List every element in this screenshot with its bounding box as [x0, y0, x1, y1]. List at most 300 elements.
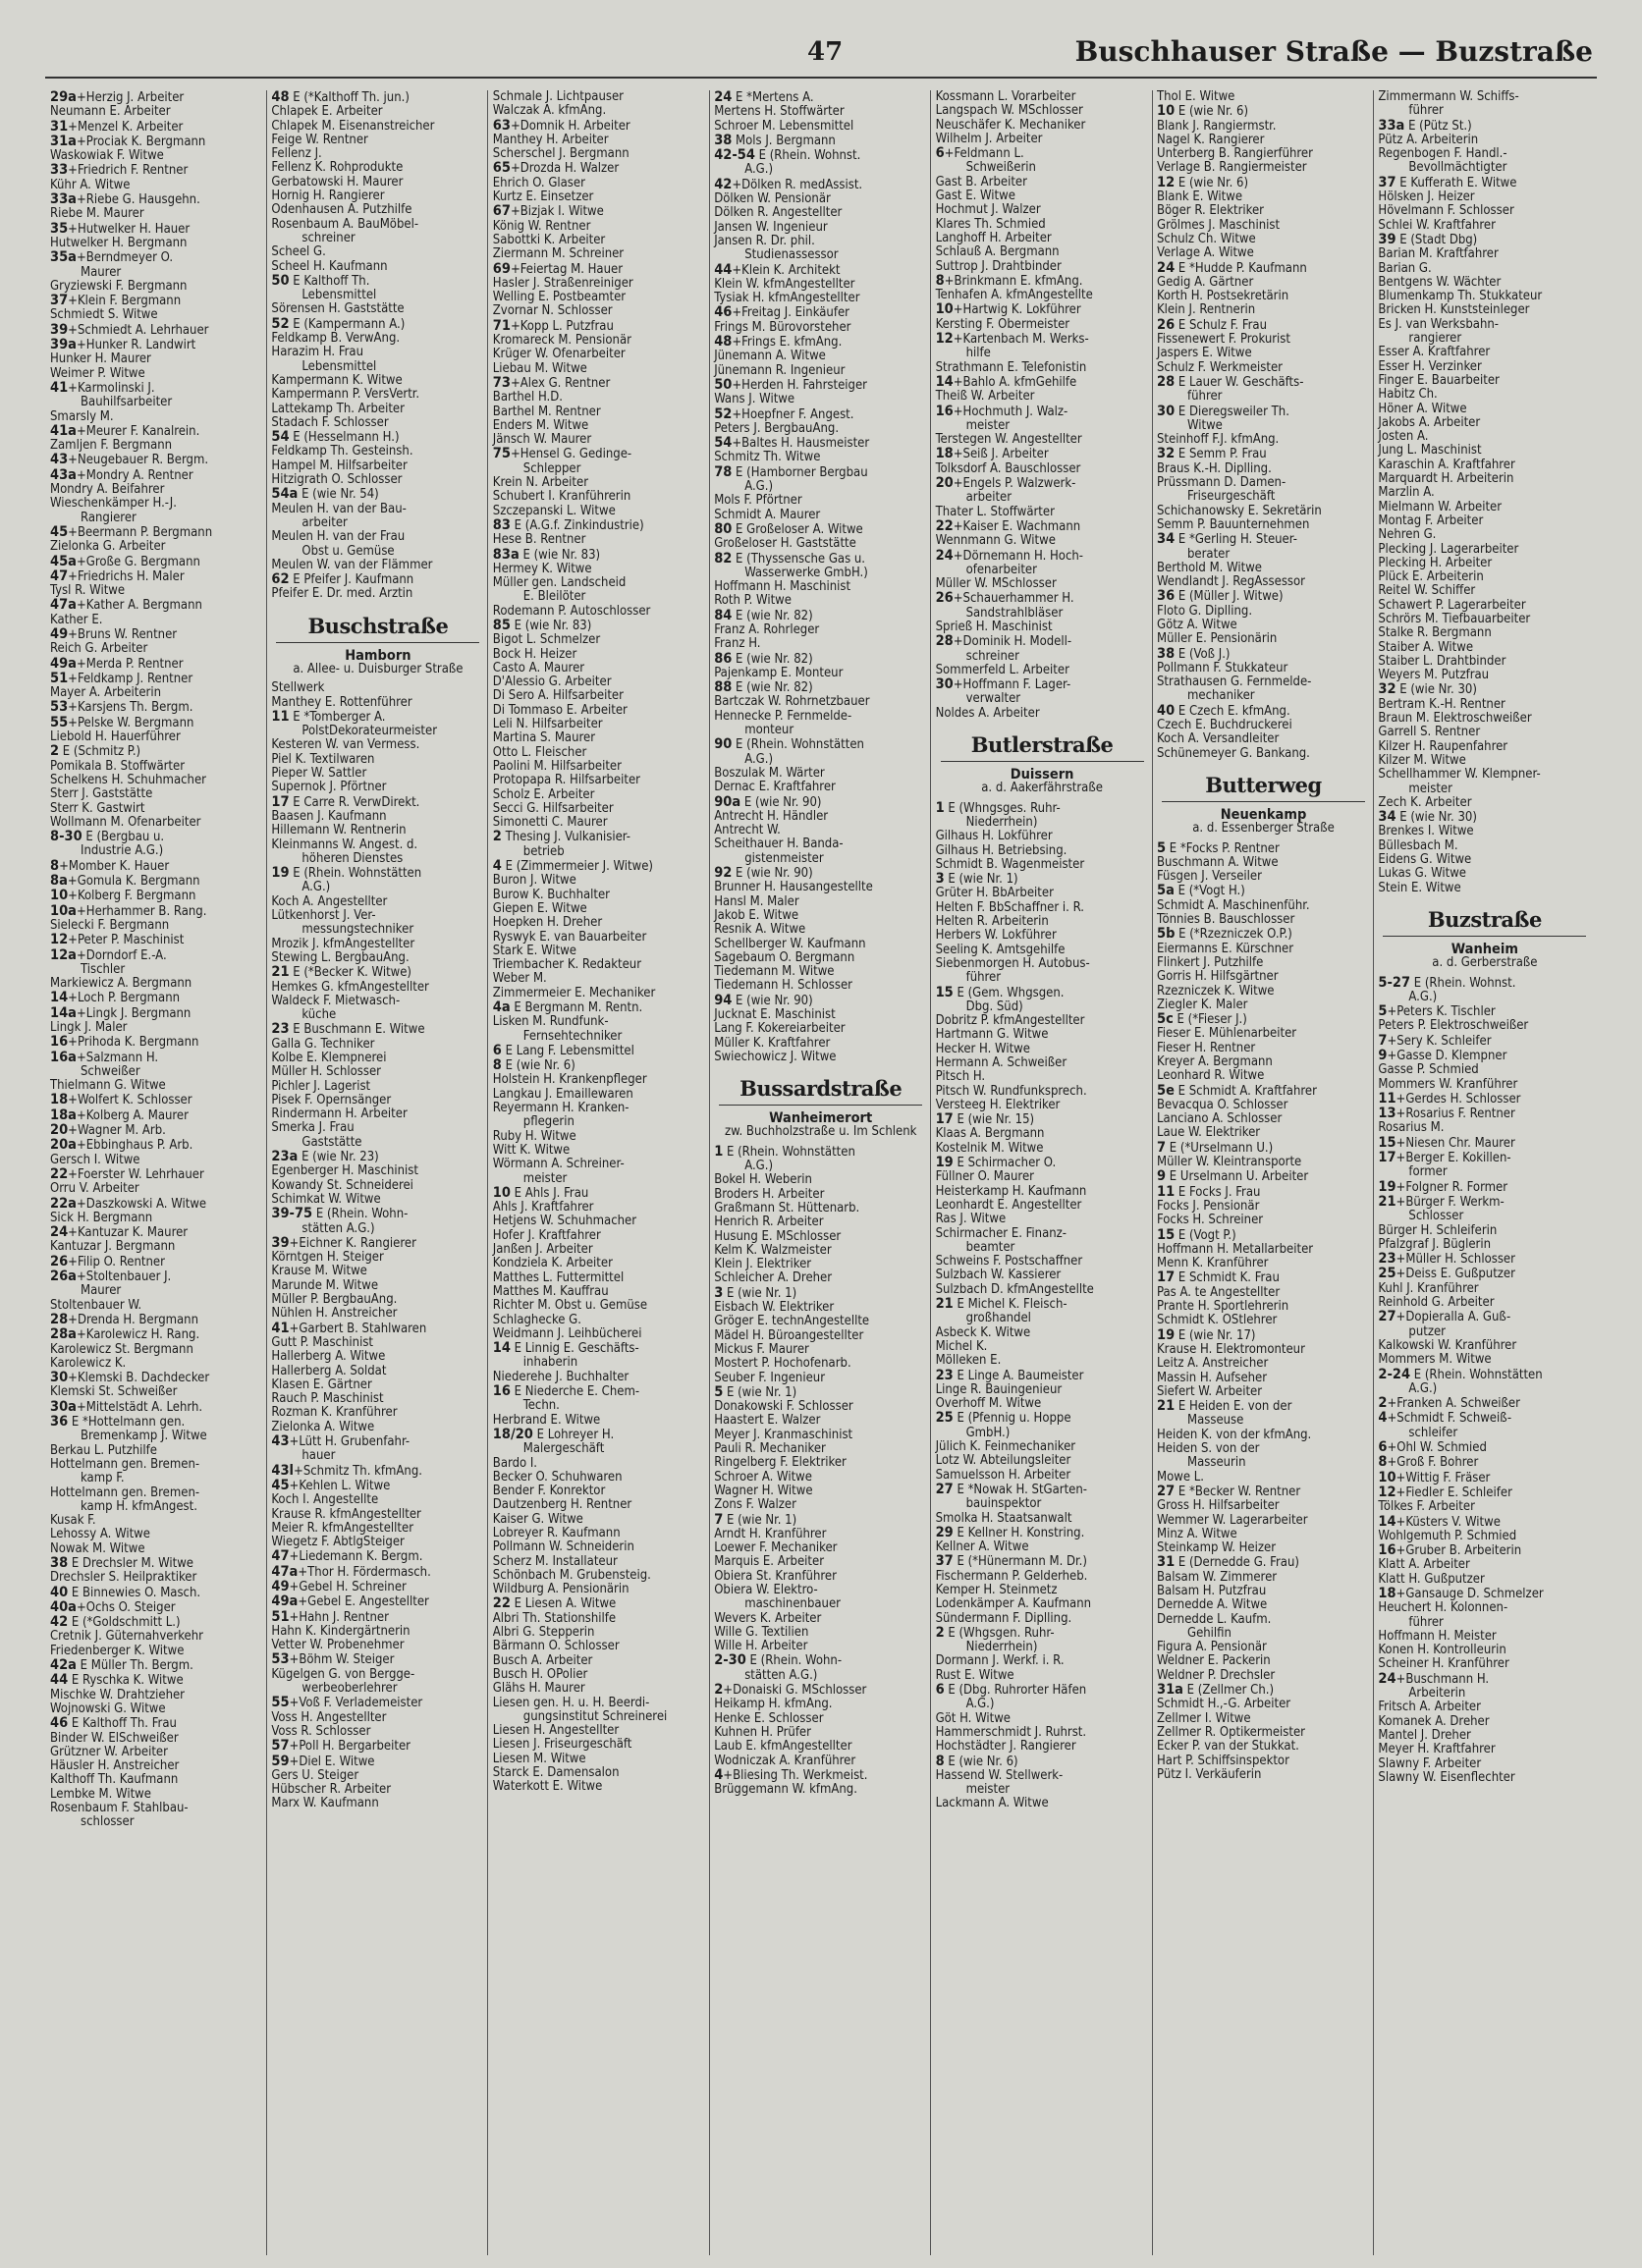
house-number: 45: [50, 524, 69, 540]
resident-entry: A.G.): [744, 480, 774, 495]
resident-entry: Sterr J. Gaststätte: [50, 787, 153, 802]
house-number: 43a: [50, 467, 77, 483]
resident-entry: Rodemann P. Autoschlosser: [492, 604, 651, 619]
resident-entry: Meyer H. Kraftfahrer: [1378, 1743, 1496, 1757]
resident-entry: Kleinmanns W. Angest. d.: [271, 837, 418, 852]
resident-entry: Leli N. Hilfsarbeiter: [492, 718, 603, 732]
resident-entry: putzer: [1408, 1324, 1446, 1339]
resident-entry: monteur: [744, 724, 794, 738]
resident-entry: Kellner A. Witwe: [935, 1540, 1029, 1555]
resident-entry: Lütkenhorst J. Ver-: [271, 909, 376, 924]
resident-entry: Gross H. Hilfsarbeiter: [1157, 1499, 1280, 1514]
resident-entry: Reyermann H. Kranken-: [492, 1102, 629, 1116]
house-number-entry: 49a+Merda P. Rentner: [50, 656, 184, 672]
resident-entry: Marquardt H. Arbeiterin: [1378, 472, 1514, 487]
resident-entry: messungstechniker: [301, 923, 414, 938]
resident-entry: Fissenewert F. Prokurist: [1157, 333, 1290, 348]
house-number-entry: 49a+Gebel E. Angestellter: [271, 1594, 429, 1610]
resident-entry: Jung L. Maschinist: [1378, 444, 1482, 459]
house-number-entry: 10 E Ahls J. Frau: [492, 1185, 589, 1201]
house-number-entry: 33a+Riebe G. Hausgehn.: [50, 192, 200, 208]
house-number: 36: [1157, 589, 1176, 605]
house-number: 31: [50, 119, 69, 135]
house-number-entry: 13+Rosarius F. Rentner: [1378, 1107, 1515, 1122]
house-number-entry: 42a E Müller Th. Bergm.: [50, 1658, 193, 1674]
house-number-entry: 53+Karsjens Th. Bergm.: [50, 700, 193, 716]
house-number: 25: [935, 1411, 954, 1427]
resident-entry: Flinkert J. Putzhilfe: [1157, 955, 1264, 970]
house-number-entry: 9 E Urselmann U. Arbeiter: [1157, 1169, 1309, 1185]
resident-entry: Zielonka G. Arbeiter: [50, 540, 166, 555]
house-number-entry: 12+Peter P. Maschinist: [50, 933, 185, 948]
house-number-entry: 48 E (*Kalthoff Th. jun.): [271, 90, 410, 105]
resident-entry: Weyers M. Putzfrau: [1378, 669, 1490, 683]
resident-entry: Koch I. Angestellte: [271, 1493, 379, 1508]
resident-entry: Lattekamp Th. Arbeiter: [271, 402, 405, 416]
house-number: 28: [1157, 374, 1176, 390]
resident-entry: A.G.): [744, 163, 774, 178]
resident-entry: Blumenkamp Th. Stukkateur: [1378, 290, 1543, 304]
house-number-entry: 23 E Linge A. Baumeister: [935, 1368, 1084, 1383]
resident-entry: Gutt P. Maschinist: [271, 1335, 373, 1350]
resident-entry: Zimmermann W. Schiffs-: [1378, 90, 1519, 104]
resident-entry: bauinspektor: [965, 1497, 1042, 1512]
resident-entry: Harazim H. Frau: [271, 346, 363, 360]
resident-entry: Kilzer H. Raupenfahrer: [1378, 739, 1508, 754]
house-number-entry: 49+Gebel H. Schreiner: [271, 1579, 407, 1594]
resident-entry: Minz A. Witwe: [1157, 1527, 1237, 1541]
resident-entry: Hasler J. Straßenreiniger: [492, 276, 633, 291]
resident-entry: Müller W. Kleintransporte: [1157, 1156, 1302, 1170]
house-number-entry: 50 E Kalthoff Th.: [271, 273, 370, 289]
resident-entry: rangierer: [1408, 332, 1462, 347]
street-section-header: [933, 732, 1152, 796]
house-number: 47a: [271, 1564, 299, 1580]
house-number-entry: 59+Diel E. Witwe: [271, 1754, 375, 1769]
resident-entry: Schlauß A. Bergmann: [935, 245, 1060, 260]
resident-entry: Rozman K. Kranführer: [271, 1406, 398, 1421]
house-number-entry: 14+Küsters V. Witwe: [1378, 1514, 1501, 1530]
house-number-entry: 3 E (wie Nr. 1): [935, 872, 1018, 888]
resident-entry: Mickus F. Maurer: [714, 1342, 809, 1357]
house-number: 40a: [50, 1599, 77, 1615]
resident-entry: Sörensen H. Gaststätte: [271, 302, 405, 317]
resident-entry: Kuhnen H. Prüfer: [714, 1725, 811, 1740]
resident-entry: Broders H. Arbeiter: [714, 1187, 825, 1202]
resident-entry: Karaschin A. Kraftfahrer: [1378, 458, 1515, 472]
resident-entry: Wille H. Arbeiter: [714, 1640, 808, 1654]
resident-entry: Klein W. kfmAngestellter: [714, 277, 855, 292]
resident-entry: Jänsch W. Maurer: [492, 433, 592, 448]
resident-entry: Kelm K. Walzmeister: [714, 1243, 832, 1258]
resident-entry: Krein N. Arbeiter: [492, 476, 588, 491]
house-number-entry: 18+Gansauge D. Schmelzer: [1378, 1586, 1544, 1601]
house-number: 51: [50, 671, 69, 686]
resident-entry: Feldkamp B. VerwAng.: [271, 332, 401, 347]
resident-entry: Seeling K. Amtsgehilfe: [935, 943, 1066, 957]
resident-entry: Zamljen F. Bergmann: [50, 439, 173, 454]
resident-entry: Gröger E. technAngestellte: [714, 1315, 870, 1329]
house-number: 57: [271, 1739, 290, 1755]
house-number: 10: [1157, 104, 1176, 120]
resident-entry: führer: [965, 971, 1002, 986]
house-number-entry: 2 Thesing J. Vulkanisier-: [492, 830, 631, 845]
house-number-entry: 21 E Michel K. Fleisch-: [935, 1297, 1067, 1313]
resident-entry: Hennecke P. Fernmelde-: [714, 709, 852, 724]
resident-entry: Triembacher K. Redakteur: [492, 958, 642, 973]
resident-entry: Regenbogen F. Handl.-: [1378, 147, 1507, 162]
resident-entry: Schmidt B. Wagenmeister: [935, 857, 1085, 872]
house-number-entry: 26+Schauerhammer H.: [935, 591, 1074, 607]
resident-entry: Braun M. Elektroschweißer: [1378, 712, 1532, 727]
house-number-entry: 73+Alex G. Rentner: [492, 375, 611, 391]
resident-entry: Bevollmächtigter: [1408, 161, 1507, 176]
house-number-entry: 42-54 E (Rhein. Wohnst.: [714, 148, 861, 164]
resident-entry: Tölkes F. Arbeiter: [1378, 1500, 1475, 1515]
resident-entry: Resnik A. Witwe: [714, 923, 806, 938]
house-number-entry: 94 E (wie Nr. 90): [714, 993, 813, 1008]
house-number-entry: 12 E (wie Nr. 6): [1157, 175, 1249, 190]
house-number-entry: 75+Hensel G. Gedinge-: [492, 447, 632, 462]
resident-entry: Simonetti C. Maurer: [492, 816, 608, 831]
resident-entry: Steinkamp W. Heizer: [1157, 1541, 1277, 1556]
resident-entry: Paolini M. Hilfsarbeiter: [492, 759, 622, 774]
resident-entry: Kersting F. Obermeister: [935, 317, 1070, 332]
house-number: 36: [50, 1415, 69, 1431]
house-number: 9: [1157, 1169, 1167, 1185]
resident-entry: Seuber F. Ingenieur: [714, 1371, 826, 1385]
house-number: 2: [935, 1625, 945, 1641]
resident-entry: Mertens H. Stoffwärter: [714, 105, 845, 120]
resident-entry: Gers U. Steiger: [271, 1768, 359, 1783]
resident-entry: gungsinstitut Schreinerei: [522, 1709, 668, 1724]
resident-entry: Gorris H. Hilfsgärtner: [1157, 970, 1279, 985]
resident-entry: führer: [1408, 104, 1444, 119]
house-number: 27: [935, 1482, 954, 1497]
house-number: 41: [50, 380, 69, 396]
house-number-entry: 20+Wagner M. Arb.: [50, 1123, 166, 1139]
resident-entry: Staiber A. Witwe: [1378, 640, 1474, 655]
house-number-entry: 49+Bruns W. Rentner: [50, 626, 178, 642]
house-number-entry: 54a E (wie Nr. 54): [271, 487, 379, 503]
house-number: 94: [714, 993, 733, 1008]
resident-entry: Brunner H. Hausangestellte: [714, 881, 873, 895]
resident-entry: Meulen W. van der Flämmer: [271, 558, 433, 572]
house-number-entry: 10+Kolberg F. Bergmann: [50, 889, 196, 904]
house-number: 90: [714, 737, 733, 753]
resident-entry: hauer: [301, 1449, 336, 1464]
resident-entry: Jünemann A. Witwe: [714, 350, 826, 364]
house-number-entry: 30+Hoffmann F. Lager-: [935, 677, 1071, 693]
resident-entry: Masseurin: [1187, 1456, 1246, 1471]
resident-entry: Zellmer R. Optikermeister: [1157, 1725, 1305, 1740]
house-number-entry: 38 E Drechsler M. Witwe: [50, 1555, 193, 1571]
house-number-entry: 29 E Kellner H. Konstring.: [935, 1525, 1085, 1540]
resident-entry: Brenkes I. Witwe: [1378, 825, 1474, 839]
resident-entry: Walczak A. kfmAng.: [492, 104, 607, 119]
house-number-entry: 4+Schmidt F. Schweiß-: [1378, 1411, 1512, 1427]
resident-entry: Ras J. Witwe: [935, 1213, 1007, 1227]
house-number: 23: [271, 1022, 290, 1038]
resident-entry: Esser H. Verzinker: [1378, 359, 1482, 374]
resident-entry: Fieser H. Rentner: [1157, 1041, 1256, 1055]
resident-entry: Staiber L. Drahtbinder: [1378, 654, 1506, 669]
house-number-entry: 31a E (Zellmer Ch.): [1157, 1683, 1275, 1699]
district-name: Wanheim: [1450, 941, 1518, 957]
house-number: 21: [1378, 1194, 1396, 1210]
house-number-entry: 42+Dölken R. medAssist.: [714, 177, 863, 192]
house-number-entry: 31+Menzel K. Arbeiter: [50, 119, 184, 135]
resident-entry: Kossmann L. Vorarbeiter: [935, 90, 1076, 104]
house-number-entry: 41a+Meurer F. Kanalrein.: [50, 423, 200, 439]
resident-entry: Odenhausen A. Putzhilfe: [271, 203, 412, 218]
resident-entry: Jansen R. Dr. phil.: [714, 234, 815, 248]
resident-entry: Techn.: [522, 1399, 560, 1414]
house-number-entry: 4a E Bergmann M. Rentn.: [492, 1000, 643, 1015]
resident-entry: Suttrop J. Drahtbinder: [935, 259, 1062, 274]
street-section-header: [1375, 907, 1594, 971]
resident-entry: Schlaghecke G.: [492, 1313, 581, 1327]
resident-entry: Buron J. Witwe: [492, 874, 576, 889]
resident-entry: Riebe M. Maurer: [50, 207, 144, 222]
resident-entry: Liebau M. Witwe: [492, 361, 587, 376]
resident-entry: Hutwelker H. Bergmann: [50, 236, 188, 250]
resident-entry: Slawny W. Eisenflechter: [1378, 1770, 1515, 1785]
resident-entry: Arbeiterin: [1408, 1687, 1466, 1701]
house-number-entry: 11+Gerdes H. Schlosser: [1378, 1091, 1521, 1107]
house-number: 1: [935, 800, 945, 816]
resident-entry: Eisbach W. Elektriker: [714, 1301, 835, 1316]
resident-entry: verwalter: [965, 692, 1021, 707]
resident-entry: Schroer A. Witwe: [714, 1470, 812, 1485]
house-number-entry: 22+Foerster W. Lehrhauer: [50, 1166, 204, 1182]
resident-entry: Schmidt H.,-G. Arbeiter: [1157, 1698, 1291, 1712]
house-number-entry: 12a+Dorndorf E.-A.: [50, 947, 167, 963]
house-number-entry: 85 E (wie Nr. 83): [492, 618, 592, 633]
resident-entry: Bardo I.: [492, 1456, 538, 1471]
resident-entry: Ecker P. van der Stukkat.: [1157, 1740, 1299, 1755]
resident-entry: Schmidt A. Maschinenführ.: [1157, 898, 1310, 913]
resident-entry: Klasen E. Gärtner: [271, 1377, 372, 1392]
house-number: 18: [1378, 1586, 1396, 1601]
house-number-entry: 2 E (Whgsgen. Ruhr-: [935, 1625, 1055, 1641]
house-number: 4: [492, 859, 502, 875]
resident-entry: Wagner H. Witwe: [714, 1484, 813, 1498]
resident-entry: Müller gen. Landscheid: [492, 576, 627, 591]
resident-entry: Schmale J. Lichtpauser: [492, 90, 624, 104]
house-number-entry: 16+Gruber B. Arbeiterin: [1378, 1543, 1522, 1559]
house-number-entry: 39+Schmiedt A. Lehrhauer: [50, 322, 209, 338]
resident-entry: meister: [1408, 782, 1452, 796]
house-number-entry: 16 E Niederche E. Chem-: [492, 1384, 640, 1400]
house-number: 16: [1378, 1543, 1396, 1559]
resident-entry: Wieschenkämper H.-J.: [50, 497, 177, 512]
resident-entry: Gedig A. Gärtner: [1157, 275, 1254, 290]
resident-entry: Liebold H. Hauerführer: [50, 730, 181, 745]
resident-entry: Tönnies B. Bauschlosser: [1157, 913, 1295, 928]
resident-entry: Schleicher A. Dreher: [714, 1271, 833, 1286]
house-number-entry: 2-24 E (Rhein. Wohnstätten: [1378, 1367, 1543, 1382]
resident-entry: Sandstrahlbläser: [965, 606, 1064, 621]
resident-entry: Swiechowicz J. Witwe: [714, 1050, 837, 1064]
resident-entry: E. Bleilöter: [522, 590, 586, 605]
resident-entry: beamter: [965, 1240, 1015, 1255]
resident-entry: Weldner E. Packerin: [1157, 1654, 1271, 1669]
house-number-entry: 41+Karmolinski J.: [50, 380, 155, 396]
house-number: 11: [1157, 1184, 1176, 1200]
resident-entry: Czech E. Buchdruckerei: [1157, 719, 1292, 733]
resident-entry: Husung E. MSchlosser: [714, 1229, 842, 1244]
resident-entry: Semm P. Bauunternehmen: [1157, 517, 1310, 532]
resident-entry: Kostelnik M. Witwe: [935, 1141, 1044, 1156]
resident-entry: Pichler J. Lagerist: [271, 1079, 371, 1094]
house-number: 21: [935, 1297, 954, 1313]
house-number-entry: 6 E Lang F. Lebensmittel: [492, 1043, 634, 1058]
house-number-entry: 28+Dominik H. Modell-: [935, 634, 1072, 650]
house-number-entry: 41+Garbert B. Stahlwaren: [271, 1321, 427, 1336]
resident-entry: Manthey E. Rottenführer: [271, 695, 412, 710]
house-number-entry: 19 E (wie Nr. 17): [1157, 1327, 1256, 1343]
resident-entry: Lebensmittel: [301, 359, 377, 374]
resident-entry: Meyer J. Kranmaschinist: [714, 1428, 853, 1442]
house-number-entry: 44+Klein K. Architekt: [714, 262, 841, 278]
section-rule: [719, 1105, 922, 1106]
house-number: 83: [492, 517, 511, 533]
resident-entry: Hampel M. Hilfsarbeiter: [271, 459, 408, 473]
resident-entry: kamp F.: [81, 1472, 125, 1486]
resident-entry: Welling E. Postbeamter: [492, 291, 627, 305]
resident-entry: Donakowski F. Schlosser: [714, 1400, 853, 1415]
house-number: 8: [935, 1754, 945, 1769]
resident-entry: Gaststätte: [301, 1135, 362, 1150]
resident-entry: Reich G. Arbeiter: [50, 642, 148, 657]
house-number: 47: [50, 568, 69, 584]
house-number: 37: [50, 294, 69, 309]
resident-entry: Mantel J. Dreher: [1378, 1728, 1471, 1743]
house-number-entry: 24+Kantuzar K. Maurer: [50, 1225, 189, 1241]
resident-entry: Tiedemann M. Witwe: [714, 965, 835, 980]
house-number: 18: [50, 1093, 69, 1108]
resident-entry: Pieper W. Sattler: [271, 767, 367, 782]
street-name: Bussardstraße: [739, 1076, 903, 1102]
resident-entry: Bauhilfsarbeiter: [81, 396, 173, 410]
house-number-entry: 22a+Daszkowski A. Witwe: [50, 1196, 207, 1212]
house-number: 19: [1157, 1327, 1176, 1343]
resident-entry: Kather E.: [50, 613, 103, 627]
resident-entry: Kantuzar J. Bergmann: [50, 1240, 176, 1255]
resident-entry: Voss R. Schlosser: [271, 1724, 371, 1739]
resident-entry: Hassend W. Stellwerk-: [935, 1768, 1064, 1783]
house-number-entry: 5 E *Focks P. Rentner: [1157, 840, 1280, 856]
house-number: 11: [271, 709, 290, 725]
resident-entry: Orru V. Arbeiter: [50, 1182, 139, 1197]
house-number-entry: 24+Dörnemann H. Hoch-: [935, 548, 1084, 564]
resident-entry: Studienassessor: [744, 248, 839, 263]
resident-entry: D'Alessio G. Arbeiter: [492, 675, 612, 690]
resident-entry: Karolewicz St. Bergmann: [50, 1342, 193, 1357]
street-section-header: [1154, 773, 1373, 837]
house-number-entry: 38 Mols J. Bergmann: [714, 133, 836, 148]
resident-entry: Voss H. Angestellter: [271, 1710, 387, 1725]
house-number: 88: [714, 680, 733, 696]
house-number: 14: [1378, 1514, 1396, 1530]
house-number-entry: 14+Loch P. Bergmann: [50, 991, 181, 1006]
house-number: 2: [1378, 1396, 1388, 1412]
resident-entry: Mondry A. Beifahrer: [50, 483, 165, 498]
house-number: 32: [1157, 447, 1176, 462]
street-section-header: [711, 1076, 930, 1140]
house-number: 37: [1378, 175, 1396, 190]
resident-entry: Dbg. Süd): [965, 999, 1023, 1014]
resident-entry: Otto L. Fleischer: [492, 745, 587, 760]
house-number-entry: 28a+Karolewicz H. Rang.: [50, 1327, 200, 1343]
house-number: 10: [1378, 1470, 1396, 1485]
house-number: 49: [50, 626, 69, 642]
resident-entry: führer: [1408, 1615, 1444, 1630]
house-number: 6: [1378, 1440, 1388, 1456]
resident-entry: Hunker H. Maurer: [50, 352, 151, 367]
house-number: 2-24: [1378, 1367, 1411, 1382]
resident-entry: Galla G. Techniker: [271, 1037, 375, 1052]
resident-entry: Hoffmann H. Maschinist: [714, 580, 851, 595]
resident-entry: Hahn K. Kindergärtnerin: [271, 1624, 410, 1639]
house-number-entry: 84 E (wie Nr. 82): [714, 608, 813, 623]
resident-entry: Heisterkamp H. Kaufmann: [935, 1184, 1087, 1199]
resident-entry: Tysiak H. kfmAngestellter: [714, 292, 860, 306]
resident-entry: Hallerberg A. Soldat: [271, 1364, 387, 1378]
resident-entry: Krause M. Witwe: [271, 1265, 367, 1279]
resident-entry: Masseuse: [1187, 1414, 1244, 1429]
resident-entry: Zimmermeier E. Mechaniker: [492, 986, 656, 1000]
house-number-entry: 78 E (Hamborner Bergbau: [714, 464, 868, 480]
resident-entry: Terstegen W. Angestellter: [935, 433, 1082, 448]
house-number: 67: [492, 204, 511, 220]
resident-entry: Schlepper: [522, 461, 581, 476]
house-number: 41a: [50, 423, 77, 439]
resident-entry: Kurtz E. Einsetzer: [492, 190, 594, 205]
house-number-entry: 19 E (Rhein. Wohnstätten: [271, 866, 422, 882]
resident-entry: Bricken H. Kunststeinleger: [1378, 303, 1530, 318]
resident-entry: Dobritz P. kfmAngestellter: [935, 1014, 1085, 1029]
house-number-entry: 52+Hoepfner F. Angest.: [714, 406, 854, 422]
house-number-entry: 47+Friedrichs H. Maler: [50, 568, 185, 584]
house-number: 18a: [50, 1107, 77, 1123]
resident-entry: Hochmut J. Walzer: [935, 203, 1041, 218]
house-number-entry: 43+Neugebauer R. Bergm.: [50, 453, 209, 468]
resident-entry: Lanciano A. Schlosser: [1157, 1112, 1283, 1127]
resident-entry: Scherschel J. Bergmann: [492, 147, 629, 162]
resident-entry: former: [1408, 1165, 1448, 1180]
house-number-entry: 30+Klemski B. Dachdecker: [50, 1371, 210, 1386]
house-number-entry: 35a+Berndmeyer O.: [50, 250, 174, 266]
resident-entry: Witt K. Witwe: [492, 1143, 571, 1158]
resident-entry: Nehren G.: [1378, 528, 1437, 543]
house-number: 44: [714, 262, 733, 278]
resident-entry: Obst u. Gemüse: [301, 544, 395, 559]
resident-entry: Bock H. Heizer: [492, 647, 577, 662]
resident-entry: Wollmann M. Ofenarbeiter: [50, 815, 201, 830]
directory-column: [47, 90, 267, 2255]
house-number-entry: 53+Böhm W. Steiger: [271, 1652, 395, 1668]
resident-entry: Sick H. Bergmann: [50, 1211, 153, 1225]
district-name: Neuenkamp: [1220, 806, 1307, 823]
resident-entry: Heuchert H. Kolonnen-: [1378, 1601, 1508, 1616]
resident-entry: Bärmann O. Schlosser: [492, 1640, 620, 1654]
resident-entry: Jansen W. Ingenieur: [714, 220, 828, 235]
house-number-entry: 8+Momber K. Hauer: [50, 858, 170, 874]
resident-entry: Esser A. Kraftfahrer: [1378, 346, 1491, 360]
resident-entry: Schroer M. Lebensmittel: [714, 119, 854, 134]
